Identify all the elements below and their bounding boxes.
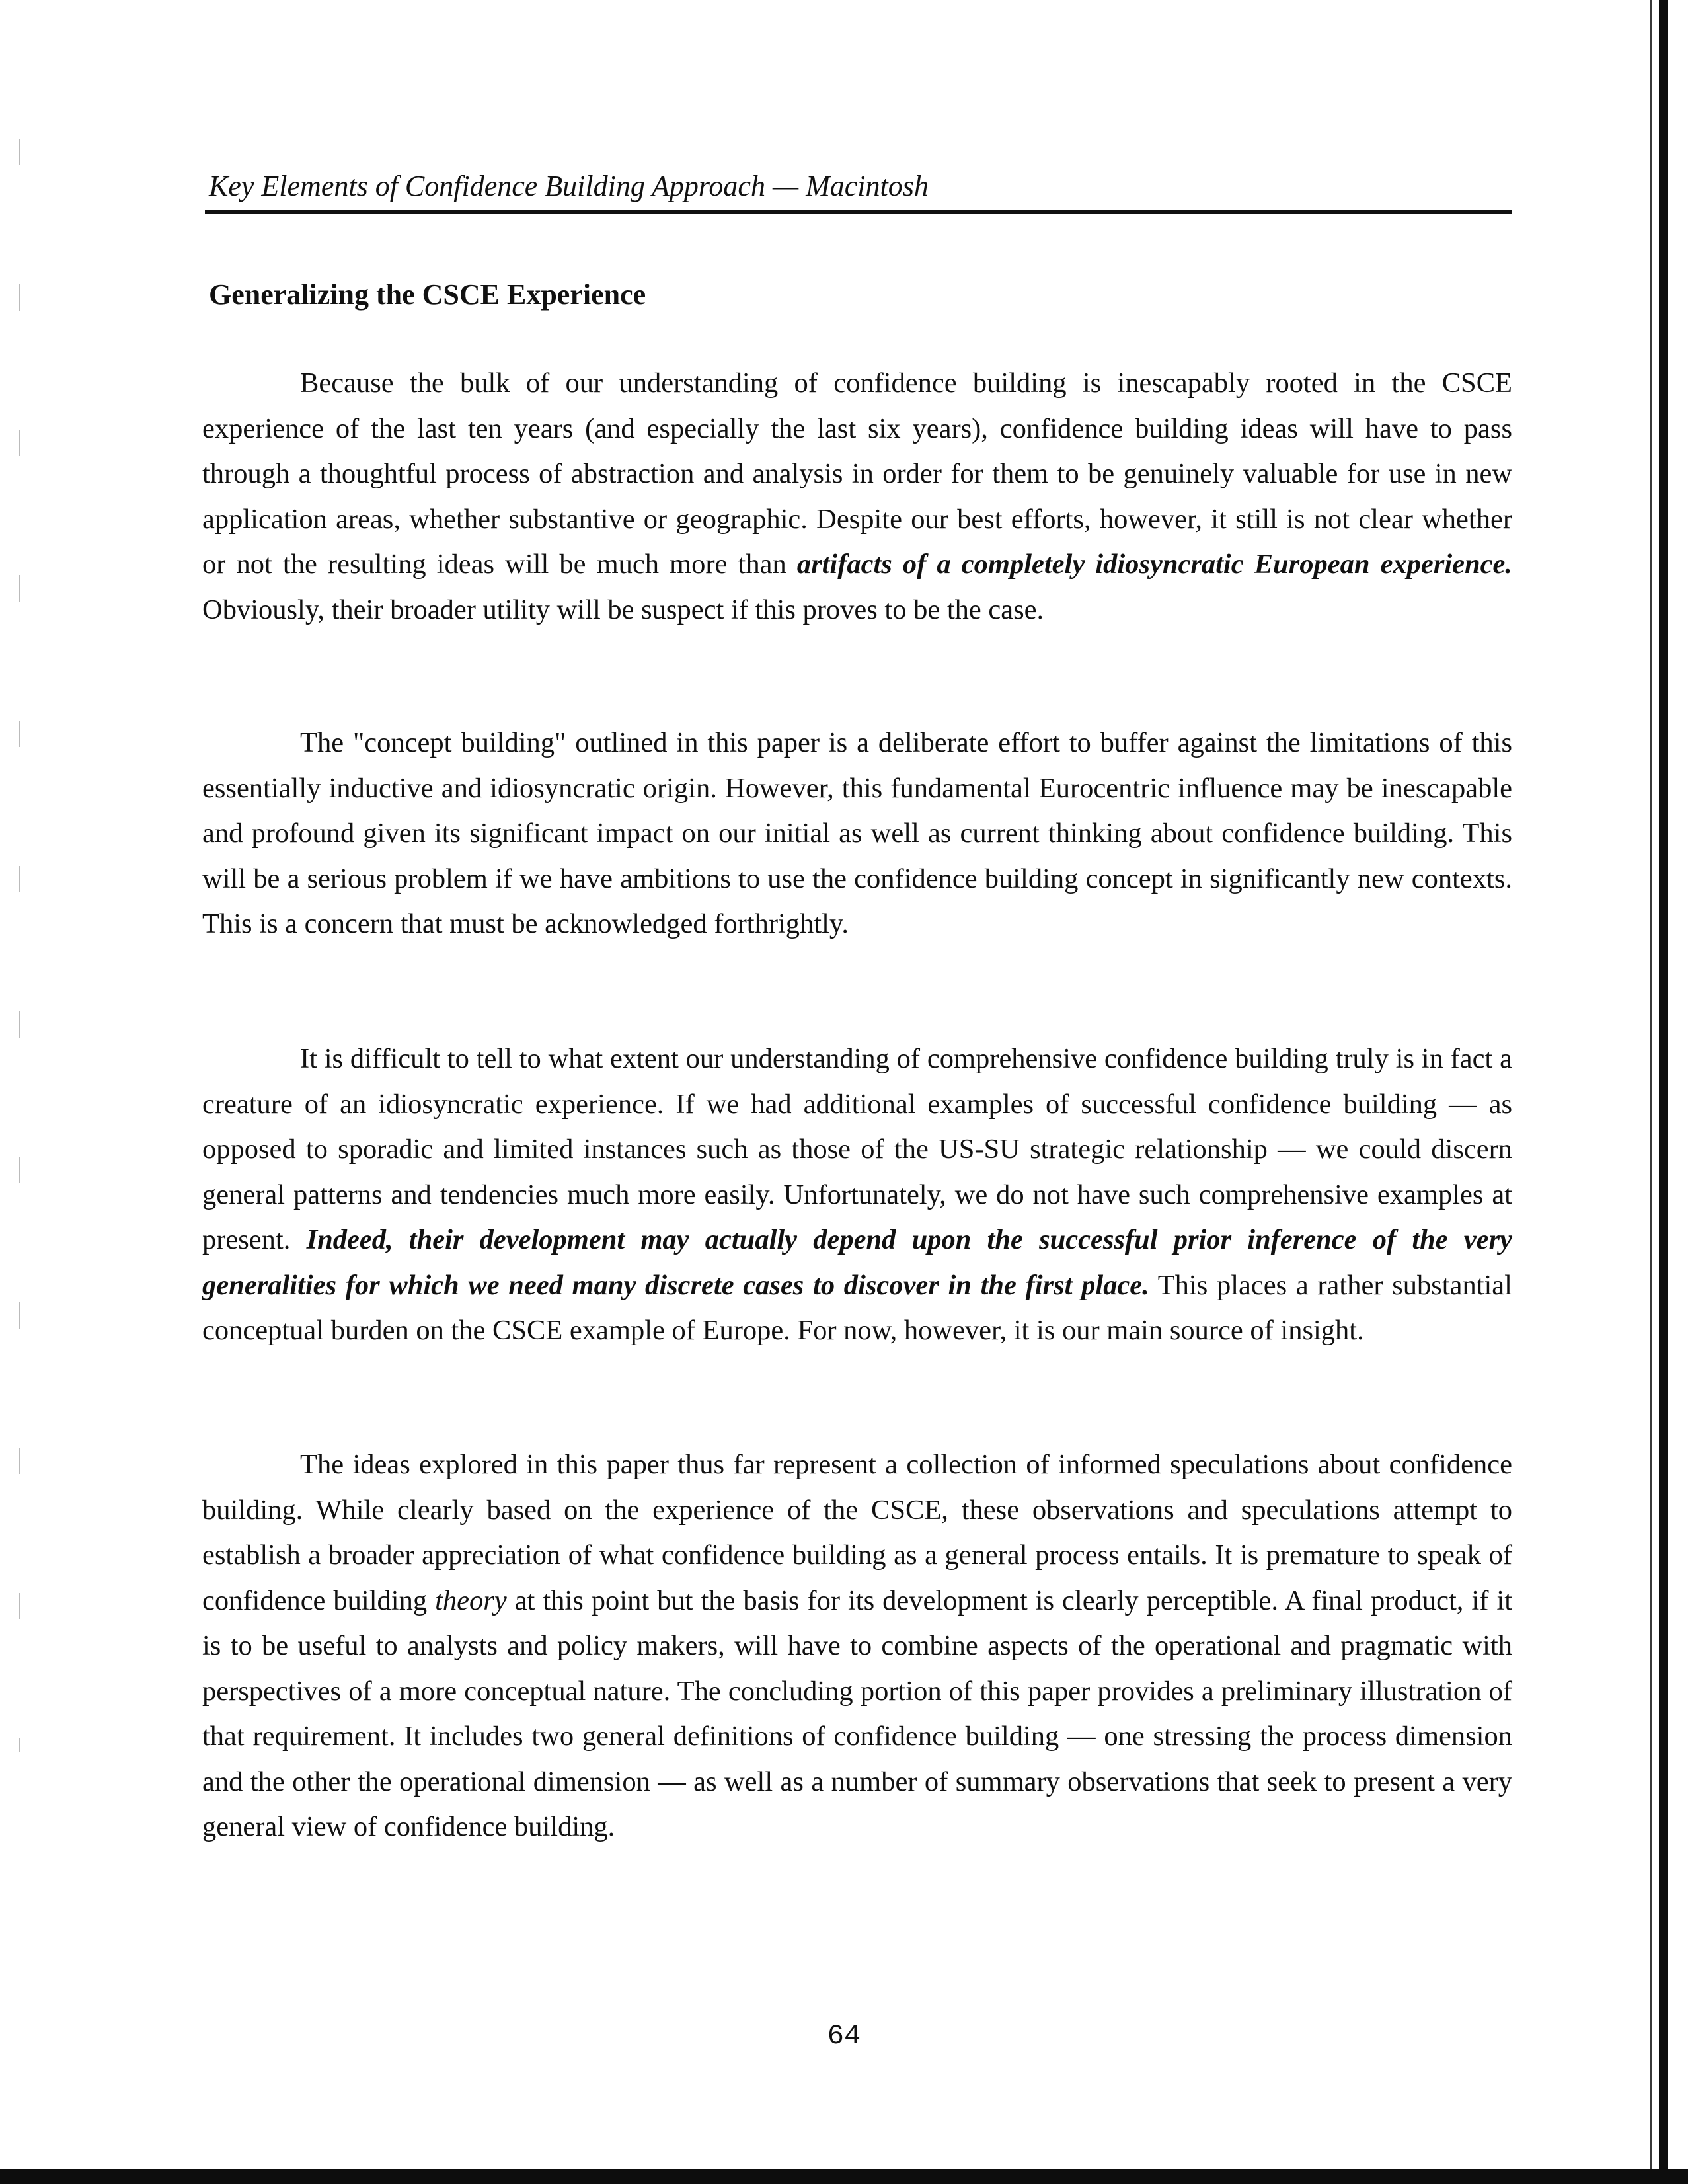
paragraph-2: [202, 721, 1512, 947]
paragraph-3-text-a: It is difficult to tell to what extent our understanding of comprehensive confidence building truly is in fact a creature of an idiosyncratic experience. If we had additional examples of successful confidence building — as opposed to sporadic and limited instances such as those of the US-SU strategic relationship — we could discern general patterns and tendencies much more easily. Unfortunately, we do not have such comprehensive examples at present.: [202, 1043, 1512, 1255]
running-header: Key Elements of Confidence Building Approach — Macintosh: [209, 170, 929, 202]
paragraph-3-emphasis: Indeed, their development may actually depend upon the successful prior inference of the very generalities for which we need many discrete cases to discover in the first place.: [202, 1224, 1512, 1301]
scan-edge-inner: [1650, 0, 1652, 2184]
paragraph-4-emphasis: theory: [435, 1584, 507, 1616]
paragraph-4: [202, 1442, 1512, 1850]
paragraph-1-text-c: Obviously, their broader utility will be suspect if this proves to be the case.: [202, 594, 1044, 625]
paragraph-2-text: The "concept building" outlined in this paper is a deliberate effort to buffer against the limitations of this essentially inductive and idiosyncratic origin. However, this fundamental Eurocentric influence may be inescapable and profound given its significant impact on our initial as well as current thinking about confidence building. This will be a serious problem if we have ambitions to use the confidence building concept in significantly new contexts. This is a concern that must be acknowledged forthrightly.: [202, 727, 1512, 939]
scan-edge-bottom: [0, 2169, 1688, 2184]
paragraph-3-text-c: This places a rather substantial conceptual burden on the CSCE example of Europe. For now, however, it is our main source of insight.: [202, 1269, 1512, 1346]
header-rule: [205, 210, 1512, 214]
paragraph-4-text-c: at this point but the basis for its development is clearly perceptible. A final product, if it is to be useful to analysts and policy makers, will have to combine aspects of the operational and pragmatic with perspectives of a more conceptual nature. The concluding portion of this paper provides a preliminary illustration of that requirement. It includes two general definitions of confidence building — one stressing the process dimension and the other the operational dimension — as well as a number of summary observations that seek to present a very general view of confidence building.: [202, 1584, 1512, 1842]
scan-margin-marks: [19, 99, 20, 1752]
page-number: 64: [827, 2020, 861, 2052]
paragraph-1: [202, 361, 1512, 633]
paragraph-1-emphasis: artifacts of a completely idiosyncratic European experience.: [796, 549, 1512, 580]
paragraph-4-text-a: The ideas explored in this paper thus far represent a collection of informed speculations about confidence building. While clearly based on the experience of the CSCE, these observations and speculations attempt to establish a broader appreciation of what confidence building as a general process entails. It is premature to speak of confidence building: [202, 1449, 1512, 1616]
section-heading: Generalizing the CSCE Experience: [209, 278, 646, 311]
scan-edge-right: [1659, 0, 1668, 2184]
paragraph-3: [202, 1036, 1512, 1354]
paragraph-1-text-a: Because the bulk of our understanding of confidence building is inescapably rooted in the CSCE experience of the last ten years (and especially the last six years), confidence building ideas will have to pass through a thoughtful process of abstraction and analysis in order for them to be genuinely valuable for use in new application areas, whether substantive or geographic. Despite our best efforts, however, it still is not clear whether or not the resulting ideas will be much more than: [202, 368, 1512, 580]
